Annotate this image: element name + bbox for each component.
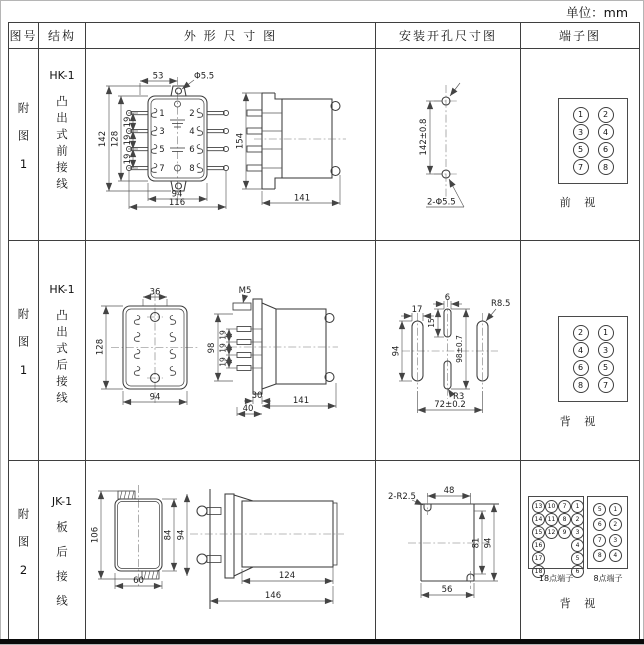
relay-side-view [207, 286, 338, 416]
circled-terminal: 5 [598, 360, 614, 376]
circled-terminal: 1 [571, 500, 584, 513]
jk1-outline-svg [86, 461, 376, 639]
dim-m5: M5 [238, 286, 252, 296]
hole-callout-2-phi5-5: 2-Φ5.5 [427, 197, 456, 208]
dim-r3: R3 [453, 392, 465, 402]
circled-terminal: 5 [571, 552, 584, 565]
circled-terminal: 6 [571, 565, 584, 578]
circled-terminal: 17 [532, 552, 545, 565]
terminal-box-front [558, 98, 628, 184]
terminal-18pt-label: 18点端子 [538, 574, 574, 583]
circled-terminal: 6 [593, 518, 606, 531]
circled-terminal: 13 [532, 500, 545, 513]
row1-outline-drawing [86, 49, 376, 241]
dim-60: 60 [133, 576, 144, 586]
panel-cutout [388, 486, 499, 598]
fig-number: 附图1 [16, 102, 31, 187]
circled-terminal: 9 [558, 526, 571, 539]
relay-side-view [236, 93, 347, 205]
terminal-box-8pt [587, 496, 628, 569]
dim-84: 84 [163, 529, 174, 541]
circled-terminal: 3 [573, 124, 589, 140]
dim-141: 141 [293, 193, 311, 204]
hk1-rear-wiring-outline-svg [86, 241, 376, 461]
dim-17: 17 [411, 305, 423, 315]
row2-outline-drawing [86, 241, 376, 461]
circled-terminal: 3 [598, 342, 614, 358]
view-caption: 前 视 [559, 196, 601, 209]
structure-label: 凸出式前接线 [55, 95, 69, 194]
terminal-1: 1 [159, 109, 165, 119]
circled-terminal: 16 [532, 539, 545, 552]
circled-terminal: 5 [573, 142, 589, 158]
terminal-6: 6 [189, 145, 195, 155]
dim-phi5-5: Φ5.5 [194, 71, 215, 82]
circled-terminal: 6 [573, 360, 589, 376]
relay-front-view [91, 485, 188, 589]
circled-terminal: 4 [573, 342, 589, 358]
dim-142-tol: 142±0.8 [419, 118, 429, 156]
terminal-5: 5 [159, 145, 165, 155]
circled-terminal: 3 [571, 526, 584, 539]
relay-side-view [190, 489, 344, 609]
drill-slots-rear [392, 293, 511, 413]
circled-terminal: 1 [573, 107, 589, 123]
circled-terminal: 14 [532, 513, 545, 526]
hk1-rear-install-svg [376, 241, 521, 461]
page-bottom-edge [0, 639, 644, 644]
circled-terminal: 3 [609, 534, 622, 547]
circled-terminal: 5 [593, 503, 606, 516]
dim-6: 6 [444, 293, 451, 303]
dim-154: 154 [235, 132, 246, 150]
dim-2-r2-5: 2-R2.5 [388, 492, 416, 502]
header-fig-no: 图号 [9, 23, 39, 49]
drill-holes-front [419, 83, 464, 208]
row1-structure [39, 49, 86, 241]
dim-19c: 19 [218, 357, 228, 367]
circled-terminal: 8 [573, 377, 589, 393]
circled-terminal: 4 [609, 549, 622, 562]
row2-install-drawing [376, 241, 521, 461]
unit-label: 单位：mm [566, 5, 628, 20]
structure-label: 板后接线 [55, 521, 69, 619]
header-install: 安装开孔尺寸图 [376, 23, 521, 49]
circled-terminal: 4 [571, 539, 584, 552]
dim-19b: 19 [123, 134, 133, 146]
circled-terminal: 11 [545, 513, 558, 526]
dim-r8-5: R8.5 [491, 299, 511, 309]
dim-124: 124 [278, 571, 296, 581]
circled-terminal: 2 [609, 518, 622, 531]
circled-terminal: 7 [593, 534, 606, 547]
dim-128: 128 [110, 130, 121, 148]
dim-48: 48 [443, 486, 455, 496]
relay-front-view [98, 72, 229, 210]
circled-terminal: 2 [571, 513, 584, 526]
terminal-7: 7 [159, 164, 165, 174]
row3-outline-drawing [86, 461, 376, 639]
relay-rear-view [96, 288, 200, 406]
dim-94: 94 [171, 189, 183, 200]
circled-terminal: 18 [532, 565, 545, 578]
model-label: JK-1 [51, 495, 73, 508]
dim-94: 94 [149, 392, 161, 403]
row2-terminal-diagram [521, 241, 639, 461]
circled-terminal: 7 [598, 377, 614, 393]
terminal-8pt-label: 8点端子 [593, 574, 623, 583]
dim-40: 40 [242, 404, 254, 414]
dim-53: 53 [152, 71, 164, 82]
header-terminal: 端子图 [521, 23, 639, 49]
dim-106: 106 [90, 526, 101, 544]
circled-terminal: 6 [598, 142, 614, 158]
fig-number: 附图2 [16, 507, 31, 593]
circled-terminal: 2 [573, 325, 589, 341]
circled-terminal: 12 [545, 526, 558, 539]
dim-98-tol: 98±0.7 [455, 335, 464, 363]
dim-19a: 19 [123, 116, 133, 128]
dim-19b: 19 [218, 343, 228, 353]
fig-number: 附图1 [16, 308, 31, 393]
row3-terminal-diagram [521, 461, 639, 639]
hk1-front-install-svg [376, 49, 521, 241]
row1-install-drawing [376, 49, 521, 241]
view-caption: 背 视 [559, 415, 601, 428]
circled-terminal: 8 [593, 549, 606, 562]
row1-terminal-diagram [521, 49, 639, 241]
header-structure: 结构 [39, 23, 86, 49]
terminal-2: 2 [189, 109, 195, 119]
hk1-front-wiring-outline-svg [86, 49, 376, 241]
dim-94: 94 [176, 529, 187, 541]
header-outline: 外 形 尺 寸 图 [86, 23, 376, 49]
dim-15: 15 [427, 318, 436, 328]
dim-146: 146 [264, 591, 282, 601]
dim-30: 30 [251, 391, 263, 401]
circled-terminal: 7 [573, 159, 589, 175]
dim-56: 56 [441, 585, 453, 595]
dim-94: 94 [391, 345, 402, 357]
dim-141: 141 [292, 396, 310, 406]
circled-terminal: 15 [532, 526, 545, 539]
dim-116: 116 [168, 198, 186, 208]
dim-81: 81 [471, 537, 482, 549]
circled-terminal: 10 [545, 500, 558, 513]
dim-98: 98 [207, 342, 217, 354]
row1-fig-no [9, 49, 39, 241]
dim-128: 128 [95, 338, 106, 356]
dim-19a: 19 [218, 330, 228, 340]
terminal-3: 3 [159, 127, 165, 137]
circled-terminal: 7 [558, 500, 571, 513]
terminal-8: 8 [189, 164, 195, 174]
dim-94: 94 [483, 537, 494, 549]
circled-terminal: 2 [598, 107, 614, 123]
view-caption: 背 视 [559, 597, 601, 610]
circled-terminal: 8 [558, 513, 571, 526]
circled-terminal: 8 [598, 159, 614, 175]
terminal-box-rear [558, 316, 628, 402]
dim-36: 36 [149, 287, 161, 298]
model-label: HK-1 [49, 283, 75, 296]
terminal-4: 4 [189, 127, 195, 137]
circled-terminal: 4 [598, 124, 614, 140]
jk1-install-svg [376, 461, 521, 639]
spec-table [8, 22, 640, 640]
circled-terminal: 1 [609, 503, 622, 516]
circled-terminal: 1 [598, 325, 614, 341]
model-label: HK-1 [49, 69, 75, 82]
row3-install-drawing [376, 461, 521, 639]
dim-142: 142 [98, 130, 108, 148]
row2-structure [39, 241, 86, 461]
dim-19c: 19 [123, 153, 133, 165]
row2-fig-no [9, 241, 39, 461]
structure-label: 凸出式后接线 [55, 309, 69, 408]
row3-fig-no [9, 461, 39, 639]
row3-structure [39, 461, 86, 639]
dim-72-tol: 72±0.2 [434, 400, 466, 410]
terminal-box-18pt [528, 496, 584, 575]
